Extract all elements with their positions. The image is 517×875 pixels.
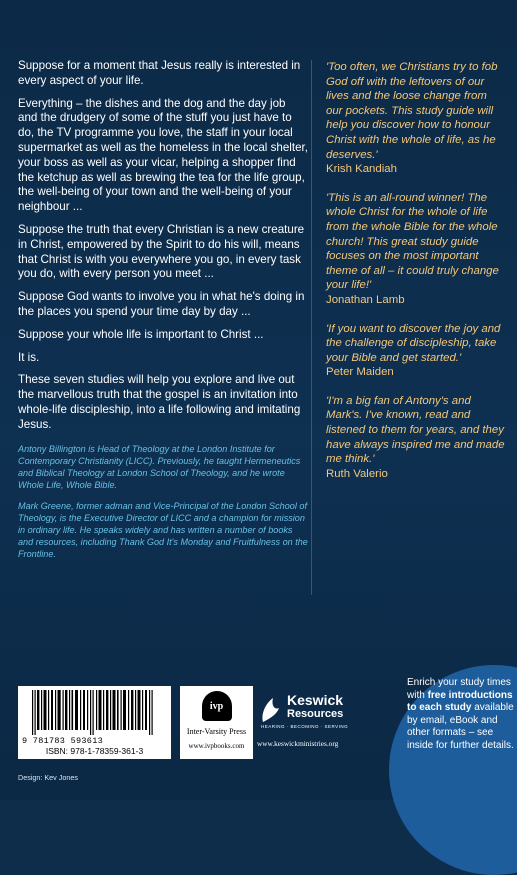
promo-text-pre: Enrich your study times with: [407, 677, 511, 701]
blurb-paragraph: Everything – the dishes and the dog and the day job and the drudgery of some of the stuff you just have to do, the TV programme you love, the staff in your local supermarket as well as the homeless in the local shelter, your boss as well as your vicar, helping a shopper find the ketchup as well as brewing the tea for the life group, the well-being of your town and the well-being of your neighbour ...: [18, 96, 308, 214]
blurb-paragraph: Suppose God wants to involve you in what he's doing in the places you spend your time day by day ...: [18, 290, 305, 318]
ivp-panel: [180, 686, 253, 759]
promo-text-bold: free introductions to each study: [407, 689, 513, 714]
keswick-sub: Resources: [287, 708, 344, 720]
publisher-url: www.ivpbooks.com: [188, 742, 245, 750]
isbn: ISBN: 978-1-78359-361-3: [45, 746, 144, 756]
blurb-paragraph: It is.: [18, 350, 40, 364]
author-bios: [18, 443, 308, 561]
endorsement-author: Jonathan Lamb: [326, 293, 405, 306]
keswick-tagline: HEARING · BECOMING · SERVING: [261, 724, 349, 729]
blurb-paragraph: Suppose for a moment that Jesus really is interested in every aspect of your life.: [18, 59, 301, 87]
endorsement-quote: 'I'm a big fan of Antony's and Mark's. I've known, read and listened to them for years, and they have always inspired me and made me think.': [326, 394, 505, 466]
blurb-paragraph: Suppose the truth that every Christian is a new creature in Christ, empowered by the Spirit to do his will, means that Christ is with you everywhere you go, in every task you do, with every person you meet ...: [18, 222, 305, 281]
keswick-url: www.keswickministries.org: [257, 739, 339, 748]
keswick-name: Keswick: [287, 692, 344, 708]
author-bio: Antony Billington is Head of Theology at the London Institute for Contemporary Christianity (LICC). Previously, he taught Hermeneutics and Biblical Theology at London School of Theology, and he wrote Whole Life, Whole Bible.: [18, 443, 301, 490]
keswick-logo: [257, 690, 377, 740]
endorsements-column: [326, 60, 506, 495]
endorsement-author: Krish Kandiah: [326, 163, 397, 176]
barcode-number: 9 781783 593613: [22, 736, 104, 746]
barcode-panel: [18, 686, 171, 759]
endorsement-quote: 'This is an all-round winner! The whole Christ for the whole of life from the whole Bible for the whole church! This great study guide focuses on the most important theme of all – it could truly change your life!': [326, 191, 499, 292]
endorsement-author: Peter Maiden: [326, 366, 394, 379]
publisher-name: Inter-Varsity Press: [186, 727, 247, 736]
endorsement-quote: 'Too often, we Christians try to fob God off with the leftovers of our lives and the loose change from our pockets. This study guide will help you discover how to honour Christ with the whole of life, as he deserves.': [326, 61, 498, 161]
column-divider: [311, 60, 312, 595]
blurb-column: [18, 59, 308, 569]
endorsement-quote: 'If you want to discover the joy and the challenge of discipleship, take your Bible and get started.': [326, 322, 501, 364]
ivp-logo: ivp: [202, 691, 232, 721]
blurb-paragraph: These seven studies will help you explore and live out the marvellous truth that the gospel is an invitation into whole-life discipleship, into a life following and imitating Jesus.: [18, 373, 301, 431]
keswick-mark-icon: [259, 694, 283, 724]
blurb-paragraph: Suppose your whole life is important to Christ ...: [18, 327, 264, 341]
author-bio: Mark Greene, former adman and Vice-Principal of the London School of Theology, is the Executive Director of LICC and a champion for mission in ordinary life. He speaks widely and has written a number of books and resources, including Thank God It's Monday and Fruitfulness on the Frontline.: [18, 500, 308, 560]
promo-text-post: available by email, eBook and other formats – see inside for further details.: [407, 702, 514, 751]
design-credit: Design: Kev Jones: [18, 773, 78, 782]
endorsement-author: Ruth Valerio: [326, 467, 388, 480]
barcode-image: [24, 690, 164, 735]
promo-text: [407, 677, 515, 753]
